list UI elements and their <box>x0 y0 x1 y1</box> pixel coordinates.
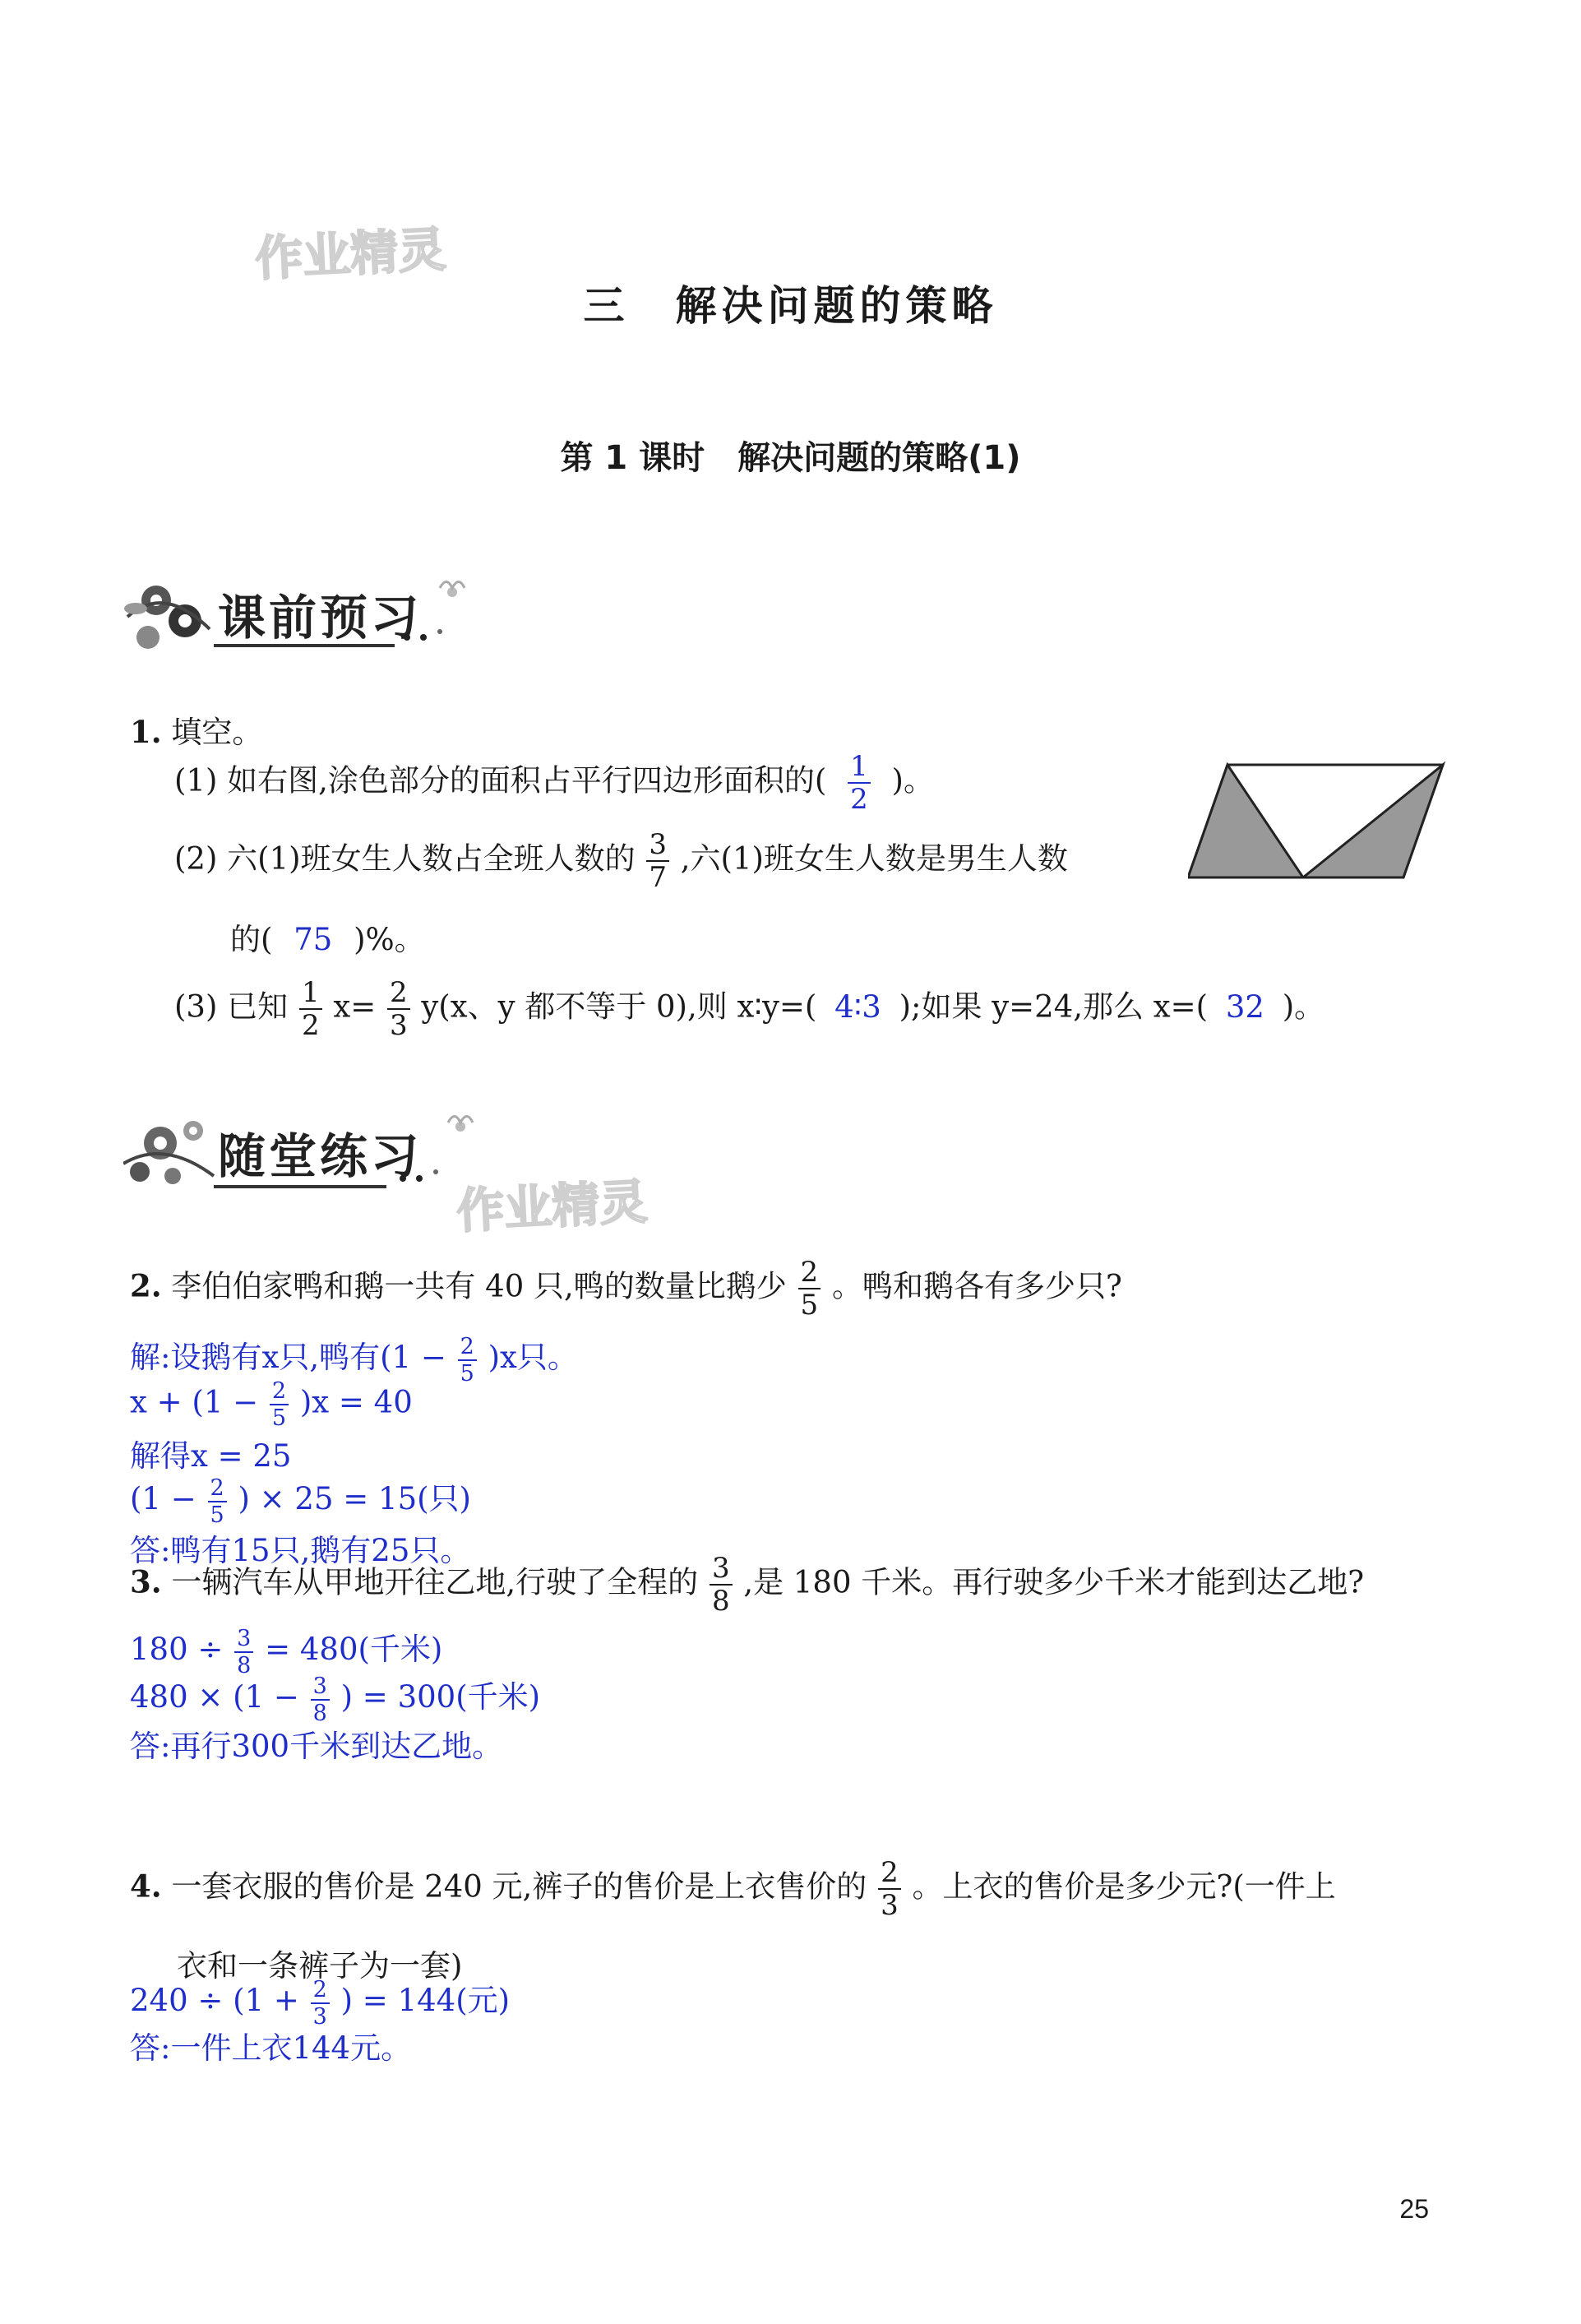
fraction <box>270 1380 289 1429</box>
text: = 480(千米) <box>265 1632 443 1667</box>
text: (2) 六(1)班女生人数占全班人数的 <box>174 840 636 877</box>
denominator: 8 <box>312 1700 327 1726</box>
text: x + (1 − <box>130 1384 259 1420</box>
text: (3) 已知 <box>174 988 289 1025</box>
fraction <box>311 1976 330 2030</box>
question-number: 3. <box>130 1563 162 1600</box>
fraction <box>798 1256 821 1322</box>
denominator: 7 <box>649 861 667 894</box>
text: ) = 300(千米) <box>340 1679 541 1715</box>
text: )%。 <box>354 922 425 957</box>
solution-line <box>130 1380 413 1429</box>
answer-line: 答:鸭有15只,鹅有25只。 <box>130 1533 471 1568</box>
text: 解:设鹅有x只,鸭有(1 − <box>130 1340 446 1375</box>
denominator: 8 <box>237 1652 252 1678</box>
question-1-part-2 <box>174 828 1068 894</box>
numerator: 3 <box>234 1627 253 1653</box>
answer-fraction <box>848 750 871 816</box>
numerator: 3 <box>646 831 669 862</box>
denominator: 3 <box>312 2003 327 2030</box>
denominator: 5 <box>210 1502 224 1528</box>
text: );如果 y=24,那么 x=( <box>899 988 1209 1025</box>
fraction <box>311 1675 330 1724</box>
parallelogram-figure <box>1188 761 1451 888</box>
text: (1 − <box>130 1481 196 1516</box>
fraction <box>299 976 322 1042</box>
question-number: 1. <box>130 714 162 750</box>
fraction <box>646 828 669 894</box>
chapter-title: 三 解决问题的策略 <box>583 282 998 330</box>
solution-line <box>130 1474 471 1526</box>
watermark: 作业精灵 <box>253 220 447 288</box>
numerator: 2 <box>208 1477 227 1502</box>
text: )。 <box>891 762 934 799</box>
answer: 32 <box>1225 988 1264 1025</box>
section-label-preview: 课前预习 <box>218 590 423 646</box>
denominator: 5 <box>271 1405 287 1431</box>
denominator: 3 <box>389 1009 408 1042</box>
fraction <box>458 1333 477 1387</box>
fraction <box>234 1627 253 1677</box>
question-3 <box>130 1552 1365 1618</box>
question-number: 4. <box>130 1868 162 1905</box>
solution-line <box>130 1332 578 1385</box>
text: x= <box>333 988 377 1025</box>
text: y(x、y 都不等于 0),则 x∶y=( <box>421 988 817 1025</box>
numerator: 1 <box>299 979 322 1010</box>
solution-line <box>130 1975 510 2028</box>
text: )。 <box>1282 988 1325 1025</box>
text: ,六(1)班女生人数是男生人数 <box>680 840 1068 877</box>
solution-line <box>130 1672 540 1724</box>
numerator: 3 <box>311 1675 330 1701</box>
section-label-practice: 随堂练习 <box>218 1128 423 1184</box>
numerator: 2 <box>270 1380 289 1405</box>
denominator: 5 <box>800 1289 819 1322</box>
lesson-title: 第 1 课时 解决问题的策略(1) <box>560 439 1021 477</box>
text: 一辆汽车从甲地开往乙地,行驶了全程的 <box>171 1564 699 1600</box>
denominator: 8 <box>711 1585 730 1618</box>
solution-line: 解得x = 25 <box>130 1438 292 1474</box>
numerator: 3 <box>710 1554 733 1586</box>
text: 。鸭和鹅各有多少只? <box>831 1268 1122 1304</box>
solution-line <box>130 1624 442 1677</box>
text: )x = 40 <box>299 1384 413 1420</box>
denominator: 3 <box>881 1889 899 1922</box>
fraction <box>710 1552 733 1618</box>
question-1 <box>130 707 262 752</box>
text: 的( <box>230 922 273 957</box>
numerator: 2 <box>311 1979 330 2004</box>
fraction <box>878 1856 901 1922</box>
question-number: 2. <box>130 1267 162 1304</box>
watermark: 作业精灵 <box>455 1173 649 1240</box>
text: ,是 180 千米。再行驶多少千米才能到达乙地? <box>743 1564 1365 1600</box>
question-1-part-3 <box>174 976 1325 1042</box>
section-banner-practice <box>123 1106 534 1197</box>
numerator: 2 <box>458 1336 477 1361</box>
denominator: 2 <box>301 1009 320 1042</box>
text: ) × 25 = 15(只) <box>238 1481 471 1516</box>
numerator: 2 <box>878 1859 901 1890</box>
section-banner-preview <box>123 567 534 658</box>
fraction <box>387 976 410 1042</box>
text: )x只。 <box>488 1340 578 1375</box>
text: 一套衣服的售价是 240 元,裤子的售价是上衣售价的 <box>171 1868 867 1905</box>
question-2 <box>130 1256 1122 1322</box>
fraction <box>208 1474 227 1528</box>
answer: 75 <box>294 922 333 957</box>
text: ) = 144(元) <box>340 1983 511 2018</box>
question-4-continued: 衣和一条裤子为一套) <box>177 1948 463 1984</box>
answer-line: 答:再行300千米到达乙地。 <box>130 1729 503 1764</box>
text: 李伯伯家鸭和鹅一共有 40 只,鸭的数量比鹅少 <box>171 1268 787 1304</box>
numerator: 2 <box>387 979 410 1010</box>
text: 180 ÷ <box>130 1632 224 1667</box>
question-1-part-1 <box>174 750 934 816</box>
numerator: 2 <box>798 1258 821 1289</box>
numerator: 1 <box>848 752 871 784</box>
question-1-part-2-continued <box>230 914 425 959</box>
question-text: 填空。 <box>171 715 263 750</box>
text: 240 ÷ (1 + <box>130 1983 299 2018</box>
text: (1) 如右图,涂色部分的面积占平行四边形面积的( <box>174 762 827 799</box>
page-number: 25 <box>1399 2194 1429 2224</box>
question-4 <box>130 1856 1336 1922</box>
denominator: 5 <box>460 1360 474 1387</box>
text: 480 × (1 − <box>130 1679 299 1715</box>
answer-line: 答:一件上衣144元。 <box>130 2030 412 2066</box>
answer: 4∶3 <box>834 988 881 1025</box>
text: 。上衣的售价是多少元?(一件上 <box>912 1868 1336 1905</box>
denominator: 2 <box>850 783 868 816</box>
